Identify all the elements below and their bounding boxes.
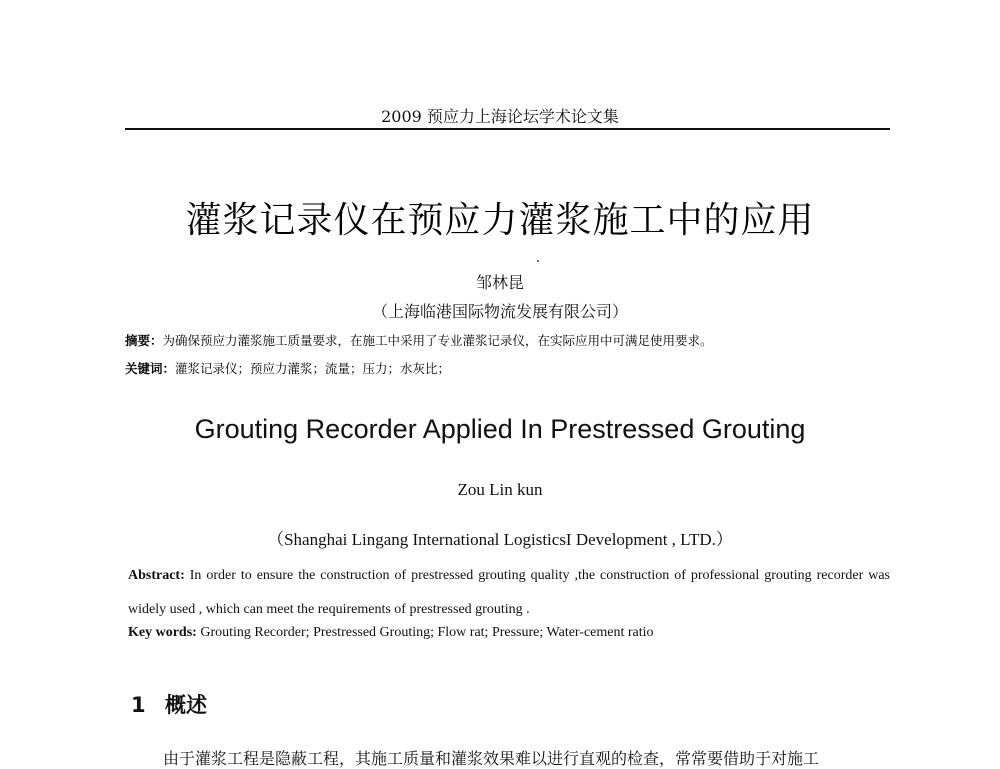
abstract-label-chinese: 摘要： bbox=[125, 333, 163, 348]
abstract-chinese bbox=[125, 331, 895, 349]
body-paragraph: 由于灌浆工程是隐蔽工程，其施工质量和灌浆效果难以进行直观的检查，常常要借助于对施工 bbox=[163, 749, 820, 768]
affiliation-chinese: （上海临港国际物流发展有限公司） bbox=[371, 302, 628, 321]
keywords-label-english: Key words: bbox=[128, 625, 197, 640]
abstract-text-english: In order to ensure the construction of prestressed grouting quality ,the construction of professional grouting recorder was widely used , which can meet the requirements of prestressed grouting . bbox=[128, 568, 890, 617]
running-header: 2009 预应力上海论坛学术论文集 bbox=[381, 107, 619, 126]
paper-title-chinese: 灌浆记录仪在预应力灌浆施工中的应用 bbox=[185, 200, 815, 241]
keywords-english bbox=[128, 625, 654, 641]
header-rule bbox=[125, 128, 890, 130]
abstract-text-chinese: 为确保预应力灌浆施工质量要求，在施工中采用了专业灌浆记录仪，在实际应用中可满足使用要求。 bbox=[162, 333, 713, 348]
abstract-english bbox=[128, 559, 890, 627]
speck bbox=[537, 260, 539, 262]
author-chinese: 邹林昆 bbox=[475, 273, 524, 292]
keywords-text-english: Grouting Recorder; Prestressed Grouting; Flow rat; Pressure; Water-cement ratio bbox=[196, 625, 654, 640]
abstract-label-english: Abstract: bbox=[128, 568, 185, 583]
keywords-label-chinese: 关键词： bbox=[125, 361, 176, 376]
author-english: Zou Lin kun bbox=[457, 480, 543, 499]
keywords-chinese bbox=[125, 359, 895, 377]
section-heading bbox=[131, 689, 207, 719]
keywords-text-chinese: 灌浆记录仪；预应力灌浆；流量；压力；水灰比； bbox=[175, 361, 451, 376]
paper-title-english: Grouting Recorder Applied In Prestressed Grouting bbox=[194, 414, 806, 444]
affiliation-english: （Shanghai Lingang International LogisticsI Development , LTD.） bbox=[267, 530, 733, 549]
section-number: 1 bbox=[131, 693, 146, 717]
section-title: 概述 bbox=[165, 693, 207, 717]
